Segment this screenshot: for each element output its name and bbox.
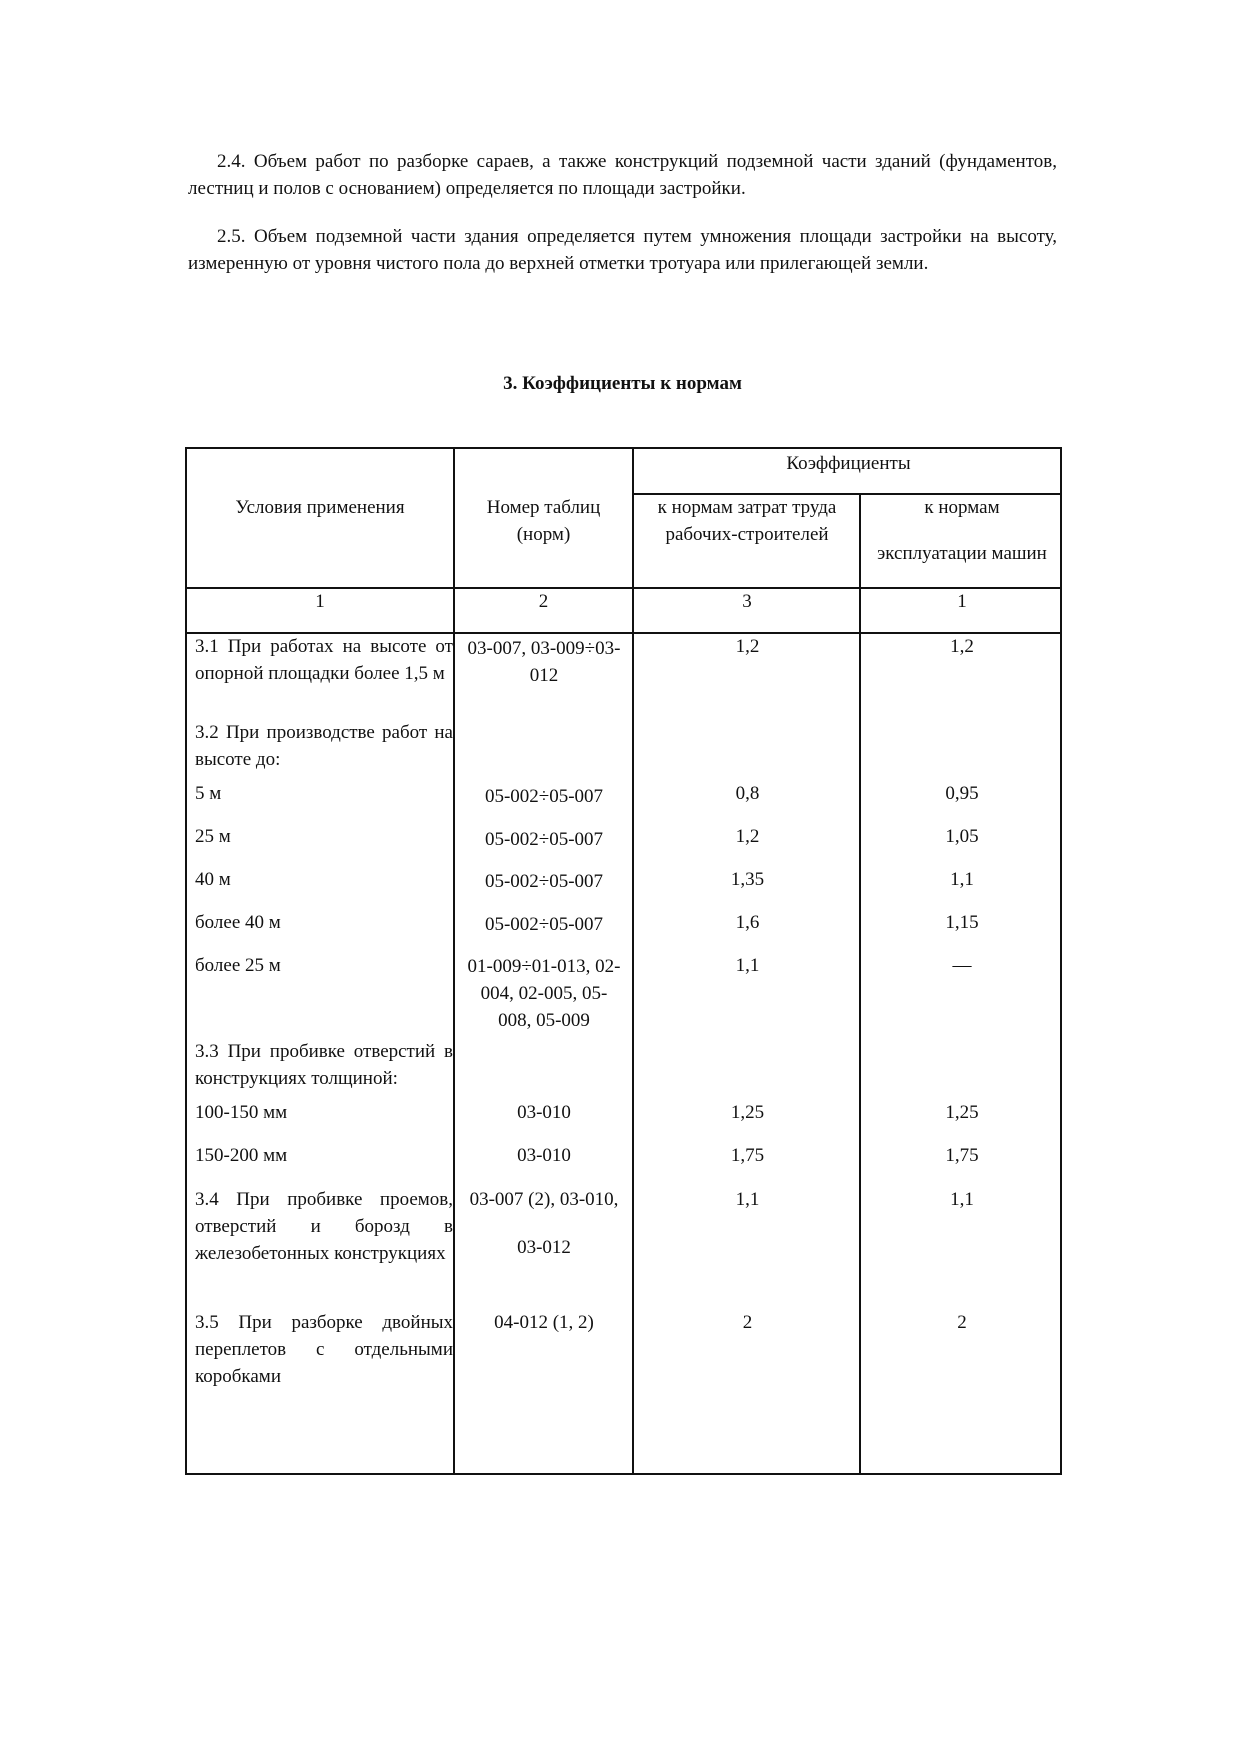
table-number-line: 01-009÷01-013, 02- — [467, 956, 621, 977]
condition-cell: 3.2 При производстве работ на высоте до: — [195, 722, 453, 770]
header-table-number-line2: (норм) — [516, 524, 571, 545]
paragraph-2-5: 2.5. Объем подземной части здания определяется путем умножения площади застройки на высоту, измеренную от уровня чистого пола до верхней отметки тротуара или прилегающей земли. — [188, 226, 1057, 274]
machine-coefficient-cell: 1,2 — [950, 636, 974, 657]
machine-coefficient-cell: — — [952, 955, 972, 976]
header-labor-line2: рабочих-строителей — [665, 524, 829, 545]
section-heading: 3. Коэффициенты к нормам — [503, 373, 742, 394]
condition-cell: 3.4 При пробивке проемов, отверстий и борозд в железобетонных конструкциях — [195, 1189, 453, 1264]
coefficients-table — [185, 447, 1062, 1475]
header-labor-line1: к нормам затрат труда — [657, 497, 837, 518]
table-number-cell: 03-010 — [517, 1145, 571, 1166]
header-labor-norms — [635, 494, 859, 548]
labor-coefficient-cell: 1,1 — [735, 955, 760, 976]
condition-cell: более 25 м — [195, 955, 281, 976]
machine-coefficient-cell: 1,75 — [945, 1145, 979, 1166]
labor-coefficient-cell: 1,2 — [735, 826, 760, 847]
labor-coefficient-cell: 2 — [742, 1312, 753, 1333]
header-machine-norms — [862, 494, 1062, 567]
header-conditions: Условия применения — [235, 497, 405, 518]
header-table-number-line1: Номер таблиц — [486, 497, 601, 518]
table-number-line: 012 — [529, 665, 559, 686]
header-machines-line1: к нормам — [924, 497, 1000, 518]
labor-coefficient-cell: 1,6 — [735, 912, 760, 933]
condition-cell: 100-150 мм — [195, 1102, 288, 1123]
table-number-cell: 05-002÷05-007 — [484, 786, 604, 807]
condition-cell: 3.3 При пробивке отверстий в конструкциях толщиной: — [195, 1041, 453, 1089]
column-number: 1 — [957, 591, 967, 612]
machine-coefficient-cell: 0,95 — [945, 783, 979, 804]
table-number-cell: 05-002÷05-007 — [484, 829, 604, 850]
column-number: 2 — [538, 591, 549, 612]
condition-cell: более 40 м — [195, 912, 281, 933]
table-number-cell — [455, 953, 633, 1034]
table-number-cell — [455, 1186, 633, 1261]
table-number-line: 03-007 (2), 03-010, — [469, 1189, 619, 1210]
table-number-cell: 04-012 (1, 2) — [494, 1312, 594, 1333]
machine-coefficient-cell: 2 — [957, 1312, 967, 1333]
labor-coefficient-cell: 1,1 — [735, 1189, 760, 1210]
table-number-line: 03-007, 03-009÷03- — [467, 638, 621, 659]
column-number: 3 — [742, 591, 752, 612]
table-number-cell — [455, 635, 633, 689]
table-number-cell: 05-002÷05-007 — [484, 914, 604, 935]
labor-coefficient-cell: 1,25 — [730, 1102, 765, 1123]
condition-cell: 40 м — [195, 869, 231, 890]
machine-coefficient-cell: 1,15 — [945, 912, 979, 933]
condition-cell: 3.5 При разборке двойных переплетов с отдельными коробками — [195, 1312, 453, 1387]
paragraph-2-4: 2.4. Объем работ по разборке сараев, а также конструкций подземной части зданий (фундаментов, лестниц и полов с основанием) определяется по площади застройки. — [188, 151, 1057, 199]
condition-cell: 25 м — [195, 826, 231, 847]
table-number-line: 004, 02-005, 05- — [480, 983, 608, 1004]
machine-coefficient-cell: 1,1 — [950, 869, 974, 890]
labor-coefficient-cell: 1,75 — [730, 1145, 765, 1166]
table-number-line: 03-012 — [517, 1237, 571, 1258]
condition-cell: 3.1 При работах на высоте от опорной площадки более 1,5 м — [195, 636, 453, 684]
condition-cell: 5 м — [195, 783, 222, 804]
labor-coefficient-cell: 1,35 — [730, 869, 765, 890]
labor-coefficient-cell: 0,8 — [735, 783, 760, 804]
machine-coefficient-cell: 1,1 — [950, 1189, 974, 1210]
column-number: 1 — [315, 591, 325, 612]
table-number-cell: 03-010 — [517, 1102, 571, 1123]
table-number-cell: 05-002÷05-007 — [484, 871, 604, 892]
table-number-line: 008, 05-009 — [498, 1010, 590, 1031]
condition-cell: 150-200 мм — [195, 1145, 288, 1166]
header-machines-line2: эксплуатации машин — [877, 543, 1047, 564]
machine-coefficient-cell: 1,25 — [945, 1102, 979, 1123]
header-table-number — [455, 494, 632, 548]
header-coefficients: Коэффициенты — [786, 453, 911, 474]
labor-coefficient-cell: 1,2 — [735, 636, 760, 657]
machine-coefficient-cell: 1,05 — [945, 826, 979, 847]
